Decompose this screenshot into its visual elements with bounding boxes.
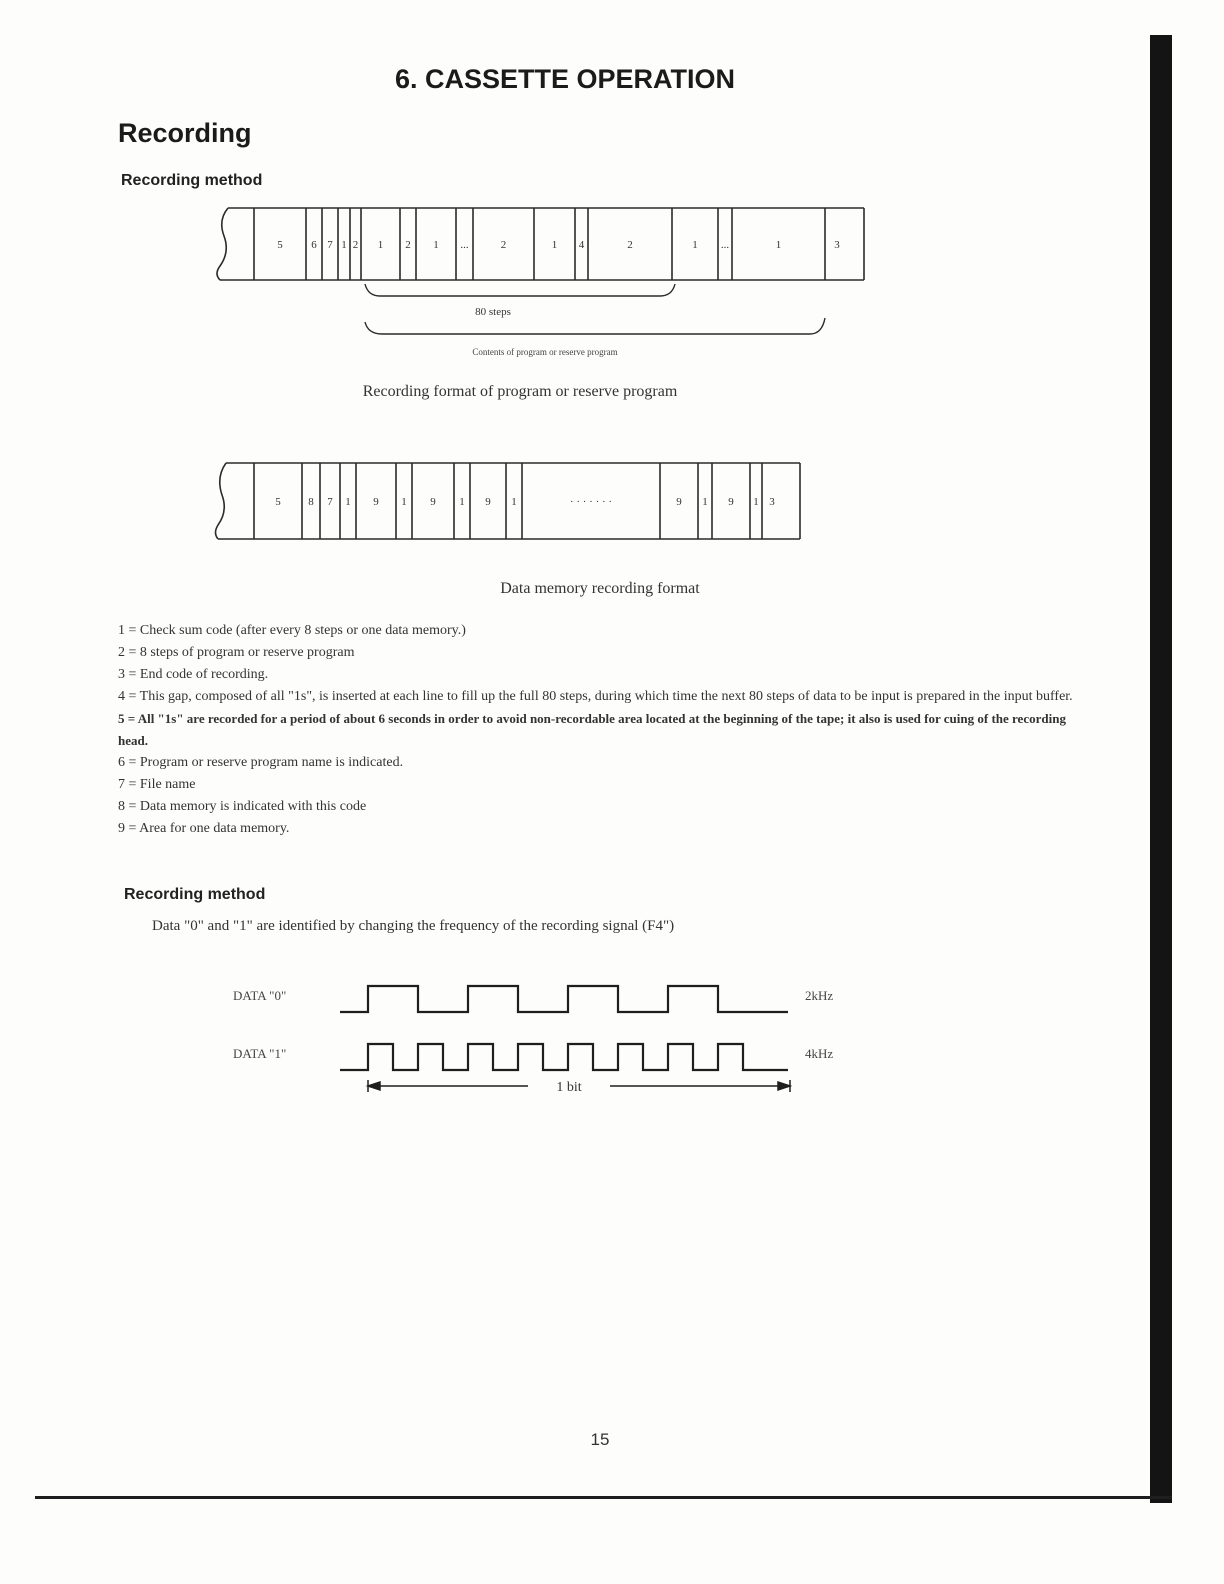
data-memory-format-cell-label: 1: [459, 496, 465, 508]
data-memory-format-cell-label: 9: [430, 496, 436, 508]
legend-item-6: 6 = Program or reserve program name is indicated.: [118, 755, 404, 770]
signal-label-data-0: DATA "0": [233, 988, 287, 1003]
data-memory-format-cell-label: 8: [308, 496, 314, 508]
program-format-cell-label: 6: [311, 239, 317, 251]
section-title: Recording: [118, 118, 252, 148]
data-memory-format-cell-label: 1: [511, 496, 517, 508]
program-format-cell-label: 1: [692, 239, 698, 251]
program-format-dividers: [254, 208, 825, 280]
frequency-label-4khz: 4kHz: [805, 1046, 834, 1061]
program-format-cell-label: 2: [627, 239, 633, 251]
program-format-cell-label: ...: [720, 239, 730, 251]
legend-item-5: 5 = All "1s" are recorded for a period of about 6 seconds in order to avoid non-recordable area located at the beginning of the tape; it also is used for cuing of the recording head.: [118, 711, 1066, 748]
program-format-cell-label: 5: [277, 239, 283, 251]
program-format-cell-label: 1: [377, 239, 384, 251]
waveform-4khz: [340, 1044, 788, 1070]
program-format-cell-label: 2: [500, 239, 507, 251]
legend-item-7: 7 = File name: [118, 777, 196, 792]
signal-waveform-diagram: [225, 970, 865, 1110]
program-format-cell-label: 1: [341, 239, 347, 251]
data-memory-format-cell-label: 9: [728, 496, 734, 508]
subheading-recording-method: Recording method: [121, 172, 263, 189]
program-format-diagram: [210, 200, 880, 360]
waveform-2khz: [340, 986, 788, 1012]
program-format-cell-label: ...: [460, 239, 469, 251]
data-memory-format-cell-label: 9: [676, 496, 682, 508]
data-memory-format-cell-label: 9: [485, 496, 491, 508]
one-bit-label: 1 bit: [556, 1080, 582, 1095]
legend-item-2: 2 = 8 steps of program or reserve program: [118, 645, 355, 660]
program-format-cell-label: 4: [578, 239, 585, 251]
signal-intro-text: Data "0" and "1" are identified by changing the frequency of the recording signal (F4"): [152, 918, 675, 934]
legend-item-4: 4 = This gap, composed of all "1s", is inserted at each line to fill up the full 80 steps, during which time the next 80 steps of data to be input is prepared in the input buffer.: [118, 689, 1073, 704]
data-memory-format-cell-labels: [275, 496, 775, 508]
data-memory-format-diagram: [210, 455, 810, 545]
data-memory-format-cell-label: 5: [275, 496, 281, 508]
page-edge-bar: [1150, 35, 1172, 1503]
program-format-cell-label: 1: [433, 239, 439, 251]
data-memory-format-cell-label: 3: [769, 496, 775, 508]
data-memory-format-cell-label: 7: [327, 496, 333, 508]
program-format-cell-label: 2: [352, 239, 359, 251]
program-format-cell-label: 2: [405, 239, 411, 251]
legend-item-8: 8 = Data memory is indicated with this code: [118, 799, 367, 814]
brace-label-contents: Contents of program or reserve program: [472, 347, 618, 357]
data-memory-format-cell-label: 1: [753, 496, 759, 508]
bottom-rule: [35, 1496, 1172, 1499]
page-number: 15: [590, 1430, 610, 1449]
legend-item-1: 1 = Check sum code (after every 8 steps or one data memory.): [118, 623, 466, 638]
legend-item-3: 3 = End code of recording.: [118, 667, 269, 682]
brace-80-steps: [365, 284, 675, 296]
data-memory-format-cell-label: · · · · · · ·: [569, 496, 613, 508]
legend-list: [118, 620, 1098, 840]
program-format-cell-label: 1: [775, 239, 782, 251]
data-memory-format-cell-label: 1: [702, 496, 708, 508]
brace-contents: [365, 318, 825, 334]
program-format-cell-label: 1: [551, 239, 558, 251]
program-format-cell-label: 7: [327, 239, 333, 251]
caption-program-format: Recording format of program or reserve program: [362, 383, 678, 400]
subheading-recording-method-2: Recording method: [124, 886, 266, 903]
caption-data-memory-format: Data memory recording format: [500, 580, 700, 597]
frequency-label-2khz: 2kHz: [805, 988, 834, 1003]
data-memory-format-cell-label: 1: [345, 496, 351, 508]
legend-item-9: 9 = Area for one data memory.: [118, 821, 290, 836]
signal-label-data-1: DATA "1": [233, 1046, 287, 1061]
brace-label-80-steps: 80 steps: [475, 306, 511, 318]
program-format-cell-label: 3: [834, 239, 840, 251]
data-memory-format-cell-label: 1: [401, 496, 407, 508]
data-memory-format-cell-label: 9: [373, 496, 379, 508]
chapter-title: 6. CASSETTE OPERATION: [394, 64, 736, 94]
